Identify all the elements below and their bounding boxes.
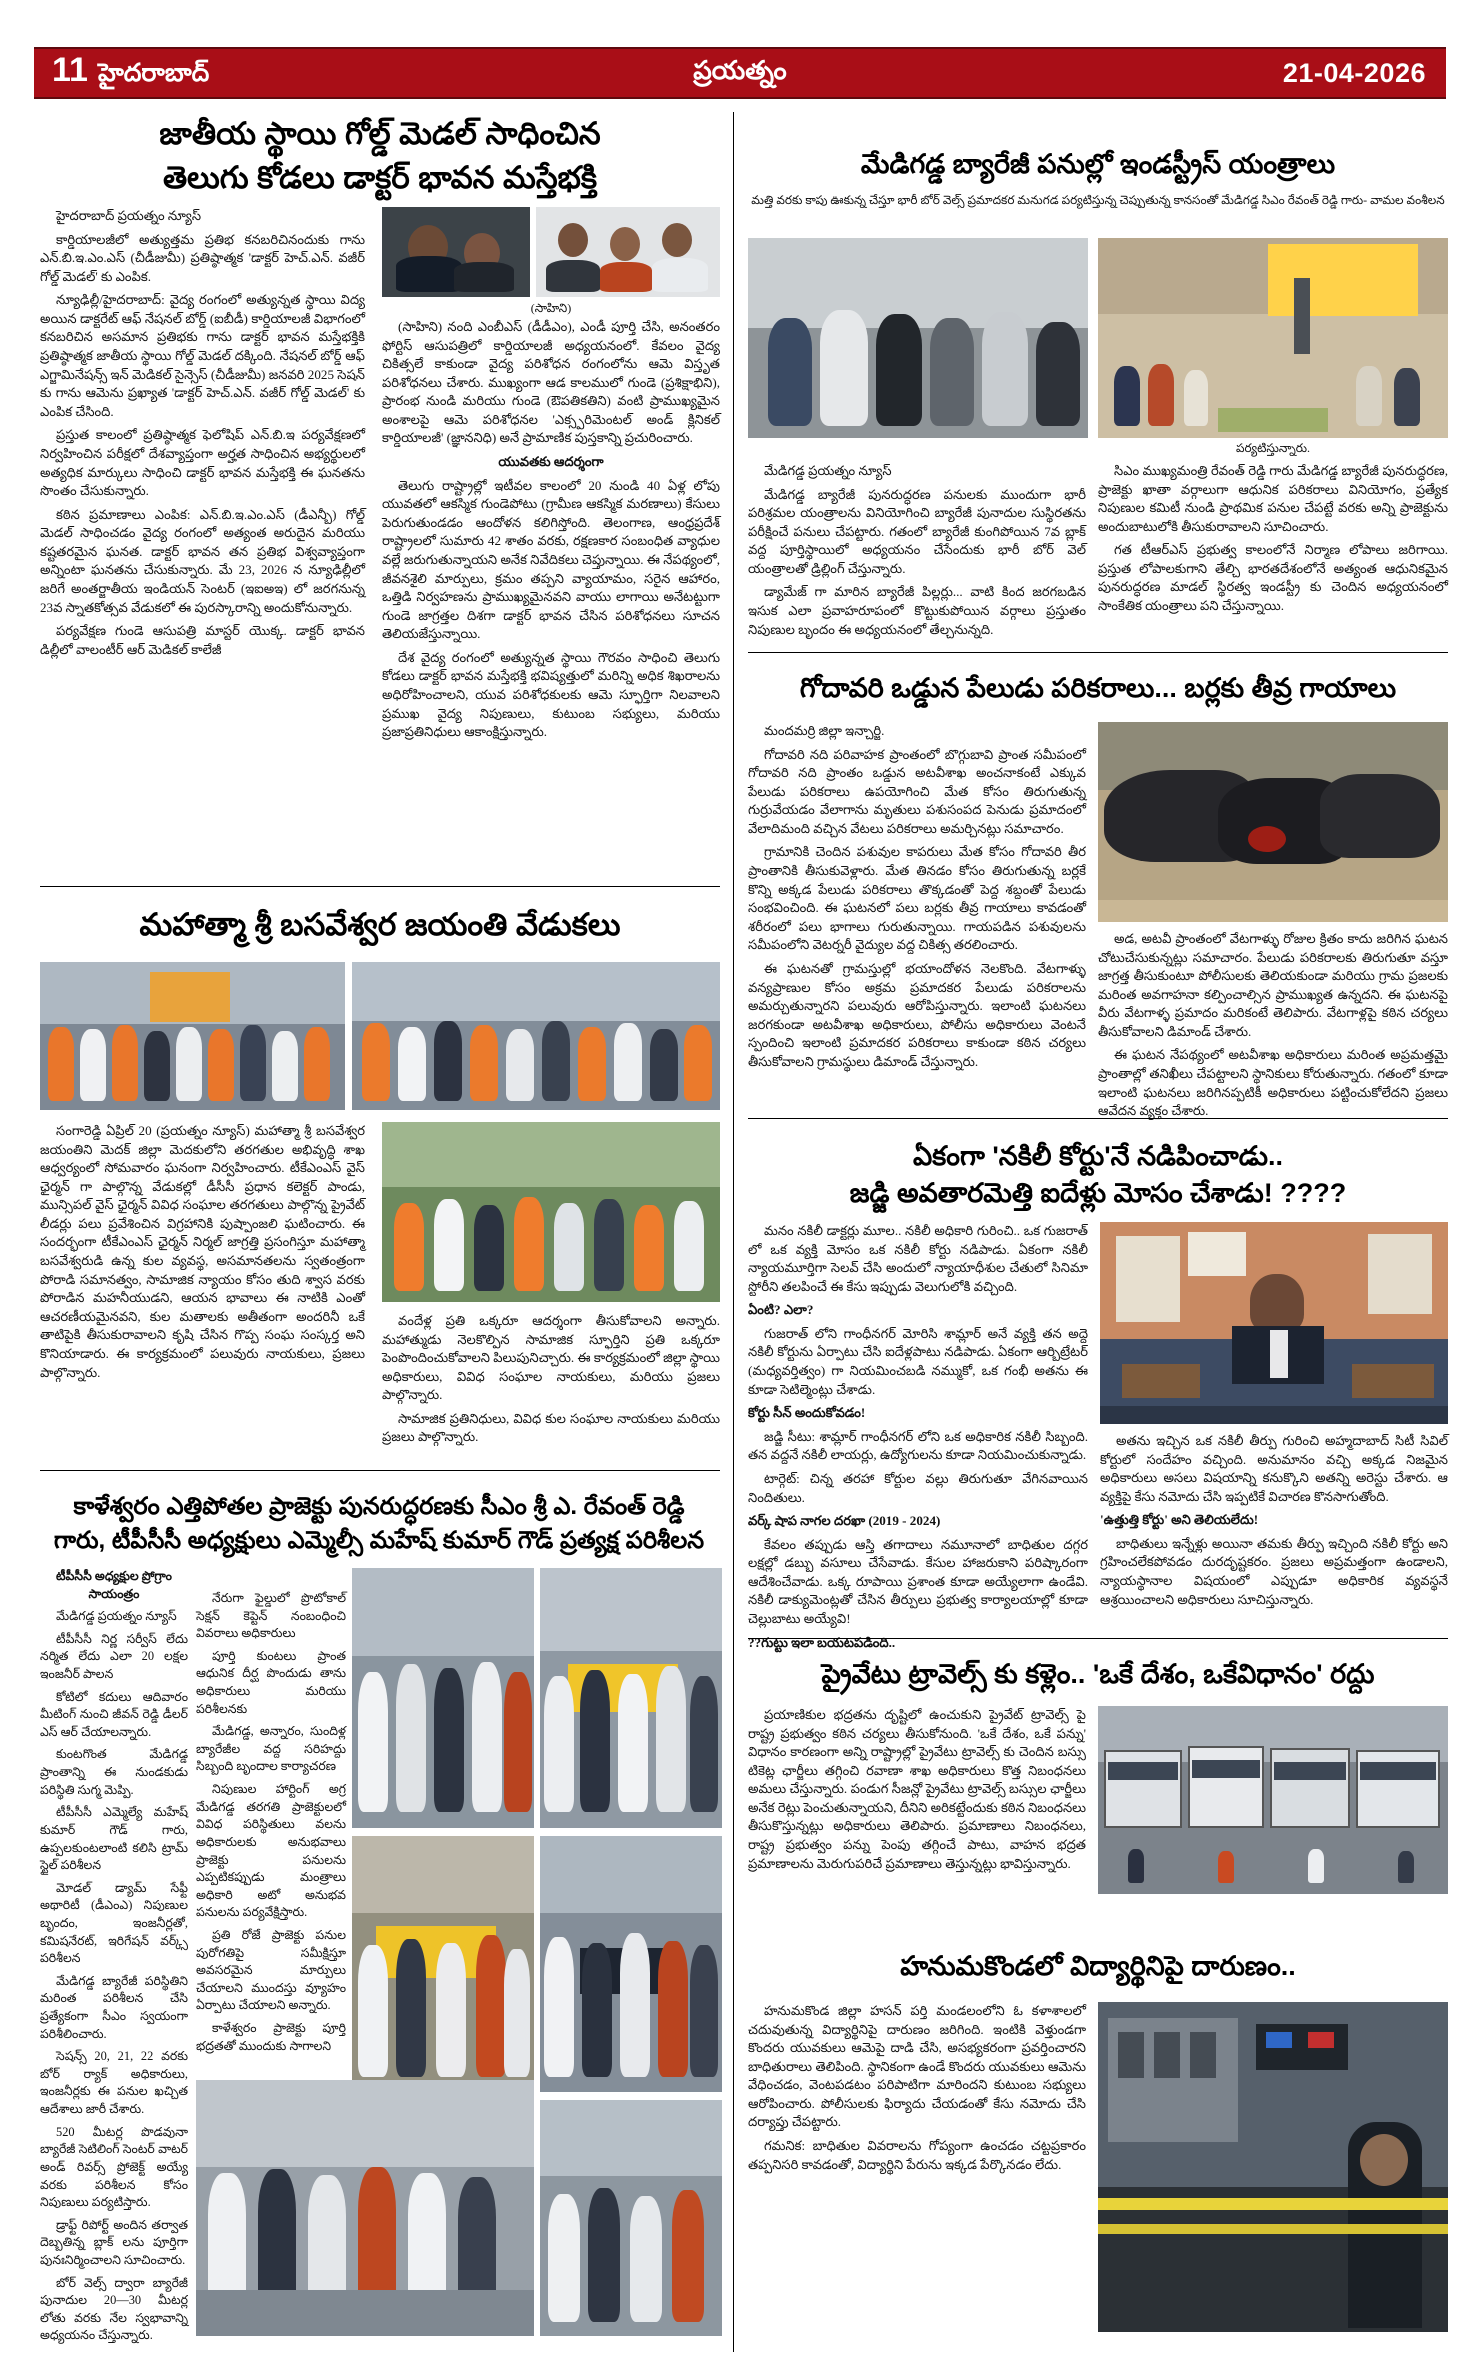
medigadda-headline: మేడిగడ్డ బ్యారేజీ పనుల్లో ఇండస్ట్రీస్ యంత్రాలు: [860, 149, 1336, 179]
godavari-c1-p2: గోదావరి నది పరివాహక ప్రాంతంలో బొగ్గుబావి ప్రాంత సమీపంలో గోదావరి నది ప్రాంతం ఒడ్డున అటవీశాఖ అంచనాకంటే ఎక్కువ పేలుడు పరికరాలు ఉపయోగించి మేత కోసం తిరుగుతున్న గుర్రువేయడం వేలాగాను మృతులు పశుసంపద పెనుడు ప్రమాదంలో వేలాదిమంది వచ్చిన వేటలు పరికరాలు అమర్చినట్లు సమాచారం.: [748, 746, 1086, 836]
kaleshwaram-c1-p2: టీపీసీసీ నిర్ణ సర్వీస్ లేదు నర్మిత లేదు ఎలా 20 లక్షల ఇంజనీర్ పాలన: [40, 1631, 188, 1682]
kaleshwaram-c1-p8: సెషన్స్ 20, 21, 22 వరకు బోర్ ర్యాక్ అధికారులు, ఇంజనీర్లకు ఈ పనుల ఖచ్చిత ఆదేశాలు జారీ చేశారు.: [40, 2049, 188, 2117]
kaleshwaram-c2-p1: నేరుగా ఫైల్డులో ప్రొటోకాల్ సెక్షన్ కెప్టెన్ నంబంధించి వివరాలు అధికారులు: [196, 1591, 346, 1641]
kaleshwaram-photo-2: [540, 1568, 722, 1828]
hanumakonda-headline: హనుమకొండలో విద్యార్థినిపై దారుణం..: [900, 1951, 1296, 1981]
basaveshwara-photo-2: [352, 962, 720, 1110]
gold-medal-byline: హైదరాబాద్ ప్రయత్నం న్యూస్: [56, 208, 202, 223]
gold-medal-c2-p3: దేశ వైద్య రంగంలో అత్యున్నత స్థాయి గౌరవం సాధించి తెలుగు కోడలు డాక్టర్ భావన మస్తేభక్తి భవిష్యత్తులో మరిన్ని అధిక శిఖరాలను అధిరోహించాలని, యువ పరిశోధకులకు ఆమె స్ఫూర్తిగా నిలవాలని ప్రముఖ వైద్య నిపుణులు, కుటుంబ సభ్యులు, మరియు ప్రజాప్రతినిధులు ఆకాంక్షిస్తున్నారు.: [382, 649, 720, 740]
fake-court-c1-p3: జడ్జి సీటు: శామ్లార్ గాంధీనగర్ లోని ఒక అధికారిక నకిలీ సిబ్బంది. తన వద్దనే నకిలీ లాయర్లు, ఉద్యోగులను కూడా నియమించుకున్నాడు.: [748, 1428, 1088, 1463]
fake-court-column-1: [748, 1222, 1088, 1657]
basaveshwara-c1-p1: సంగారెడ్డి ఏప్రిల్ 20 (ప్రయత్నం న్యూస్) మహాత్మా శ్రీ బసవేశ్వర జయంతిని మెదక్ జిల్లా మెదకులోని తరగతుల అభివృద్ధి శాఖ ఆధ్వర్యంలో సోమవారం ఘనంగా నిర్వహించారు. టీకేఎంఎస్ వైస్ ఛైర్మన్ గా పాల్గొన్న వేడుకల్లో డీసీసీ ప్రధాన కలెక్టర్ పాండు, మున్సిపల్ వైస్ ఛైర్మన్ వివిధ సంఘాల తరగతులు పాల్గొన్న ప్రైవేట్ లీడర్లు పలు ప్రవేశించిన విగ్రహానికి పుష్పాంజలి ఘటించారు. ఈ సందర్భంగా టీకేఎంఎస్ ఛైర్మన్ నిర్మల్ జాగ్రత్తి ప్రసంగిస్తూ మహాత్మా బసవేశ్వరుడి ఉన్న కుల వ్యవస్థ, అసమానతలను స్వతంత్రంగా పోరాడి సమానత్వం, సామాజిక న్యాయం కోసం తుది శ్వాస వరకు పోరాడిన మహనీయుడని, ఆయన భావాలు ఈ నాటికి ఎంతో ఆచరణీయమైనవని, కుల మతాలకు అతీతంగా అందరినీ ఒకే తాటిపైకి తీసుకురావాలని కృషి చేసిన గొప్ప సంఘ సంస్కర్త అని కొనియాడారు. ఈ కార్యక్రమంలో పలువురు నాయకులు, ప్రజలు పాల్గొన్నారు.: [40, 1123, 365, 1380]
left-separator-2: [40, 1470, 720, 1471]
gold-medal-p5: పర్యవేక్షణ గుండె ఆసుపత్రి మాస్టర్ యొక్క. డాక్టర్ భావన డిల్లీలో వాలంటీర్ ఆర్ మెడికల్ కాలేజీ: [40, 623, 365, 657]
medigadda-photo-caption: పర్యటిస్తున్నారు.: [1235, 441, 1311, 455]
kaleshwaram-column-2: [196, 1590, 346, 2060]
kaleshwaram-photo-1: [352, 1568, 534, 1828]
masthead-bar: [34, 47, 1446, 99]
kaleshwaram-headline-line1: కాళేశ్వరం ఎత్తిపోతల ప్రాజెక్టు పునరుద్ధరణకు సీఎం శ్రీ ఎ. రేవంత్ రెడ్డి: [73, 1493, 685, 1520]
fake-court-c1-p4: టార్గెట్: చిన్న తరహా కోర్టుల వల్లు తిరుగుతూ వేగినవాయిన నిందితులు.: [748, 1470, 1088, 1505]
medigadda-c2-p2: గత టీఆర్ఎస్ ప్రభుత్వ కాలంలోనే నిర్మాణ లోపాలు జరిగాయి. ప్రస్తుత లోపాలకుగాని తేల్చి భారతదేశంలోనే అత్యంత ఆధునికమైన పునరుద్ధరణ మాడల్ స్థిరత్వ ఇండస్ట్రీ కు చెందిన అధ్యయనంలో సాంకేతిక యంత్రాలు పని చేస్తున్నాయి.: [1098, 542, 1448, 614]
godavari-headline: గోదావరి ఒడ్డున పేలుడు పరికరాలు... బర్లకు తీవ్ర గాయాలు: [799, 673, 1397, 703]
article-fake-court: [748, 1140, 1448, 1210]
kaleshwaram-c1-p5: టీపీసీసీ ఎమ్మెల్యే మహేష్ కుమార్ గౌడ్ గారు, ఉప్పలకుంటలాంటి కలిసి ట్రామ్ స్టైల్ పరిశీలన: [40, 1805, 188, 1873]
fake-court-c2-p2: బాధితులు ఇన్నేళ్లు అయినా తమకు తీర్పు ఇచ్చింది నకిలీ కోర్టు అని గ్రహించలేకపోవడం దురదృష్టకరం. ప్రజలు అప్రమత్తంగా ఉండాలని, న్యాయస్థానాల విషయంలో ఎప్పుడూ అధికారిక వ్యవస్థనే ఆశ్రయించాలని అధికారులు సూచిస్తున్నారు.: [1100, 1535, 1448, 1607]
travels-c1-p1: ప్రయాణికుల భద్రతను దృష్టిలో ఉంచుకుని ప్రైవేట్ ట్రావెల్స్ పై రాష్ట్ర ప్రభుత్వం కఠిన చర్యలు తీసుకోనుంది. 'ఒకే దేశం, ఒకే పన్ను' విధానం కారణంగా అన్ని రాష్ట్రాల్లో ప్రైవేటు ట్రావెల్స్ కు చెందిన బస్సు టికెట్ల ఛార్జీలు తగ్గించి రవాణా శాఖ అధికారులు కొత్త నిబంధనలు అమలు చేస్తున్నారు. పండుగ సీజన్లో ప్రైవేటు ట్రావెల్స్ బస్సుల ఛార్జీలు అనేక రెట్లు పెంచుతున్నాయని, దీనిని అరికట్టేందుకు కఠిన నిబంధనలు తీసుకొస్తున్నట్లు అధికారులు తెలిపారు. ప్రమాణాలు నిబంధనలు, రాష్ట్ర ప్రభుత్వం పన్ను పెంపు తగ్గించే పాటు, వాహన భద్రత ప్రమాణాలను మెరుగుపరిచే ప్రమాణాలు తెస్తున్నట్లు భావిస్తున్నారు.: [748, 1707, 1086, 1871]
gold-medal-p2: న్యూఢిల్లీ/హైదరాబాద్: వైద్య రంగంలో అత్యున్నత స్థాయి విద్య అయిన డాక్టరేట్ ఆఫ్ నేషనల్ బోర్డ్ (ఐబీడీ) కార్డియాలజీ విభాగంలో కనబరిచిన అసమాన ప్రతిభకు గాను డాక్టర్ భావన మస్తేభక్తికి ప్రతిష్ఠాత్మక జాతీయ స్థాయి గోల్డ్ మెడల్ దక్కింది. నేషనల్ బోర్డ్ ఆఫ్ ఎగ్జామినేషన్స్ ఇన్ మెడికల్ సైన్సెస్ (చీడీజుమీ) జనవరి 2025 సెషన్ కు గాను ఆమెను ప్రఖ్యాత 'డాక్టర్ హెచ్.ఎన్. వజీర్ గోల్డ్ మెడల్' కు ఎంపిక చేసింది.: [40, 292, 365, 419]
kaleshwaram-c1-p3: కోటిలో కదులు ఆదివారం మీటింగ్ నుంచి జీవన్ రెడ్డి డీలర్ ఎస్ ఆర్ చేయాలన్నారు.: [40, 1689, 188, 1739]
kaleshwaram-c1-p11: బోర్ వెల్స్ ద్వారా బ్యారేజీ పునాదుల 20—30 మీటర్ల లోతు వరకు నేల స్వభావాన్ని అధ్యయనం చేస్తున్నారు.: [40, 2275, 188, 2343]
fake-court-photo: [1100, 1222, 1448, 1424]
article-godavari: [748, 672, 1448, 705]
kaleshwaram-c2-p4: నిపుణుల హార్టింగ్ అగ్ర మేడిగడ్డ తరగతి ప్రాజెక్టులలో వివిధ పరిస్థితులు వలను అధికారులకు అనుభవాలు ప్రాజెక్టు పనులను ఎప్పటికప్పుడు మంత్రాలు అధికారి అటో అనుభవ పనులను పర్యవేక్షిస్తారు.: [196, 1782, 346, 1920]
kaleshwaram-column-1: [40, 1568, 188, 2350]
kaleshwaram-c1-p9: 520 మీటర్ల పొడవునా బ్యారేజీ సెటిలింగ్ సెంటర్ వాటర్ అండ్ రివర్స్ ప్రోజెక్ట్ అయ్యే వరకు పరిశీలన కోసం నిపుణులు పర్యటిస్తారు.: [40, 2124, 188, 2210]
gold-medal-photo-right: [536, 207, 720, 297]
gold-medal-headline-line1: జాతీయ స్థాయి గోల్డ్ మెడల్ సాధించిన: [159, 116, 601, 151]
kaleshwaram-photo-3: [352, 1836, 534, 2092]
kaleshwaram-c2-p5: ప్రతి రోజే ప్రాజెక్టు పనుల పురోగతిపై సమీక్షిస్తూ అవసరమైన మార్పులు చేయాలని ముందస్తు వ్యూహం ఏర్పాటు చేయాలని అన్నారు.: [196, 1927, 346, 2013]
fake-court-column-2: [1100, 1432, 1448, 1614]
gold-medal-photo-caption: (సాహిని): [530, 301, 572, 315]
publication-date: 21-04-2026: [1282, 57, 1426, 88]
medigadda-c1-p2: డ్యామేజ్ గా మారిన బ్యారేజీ పిల్లర్లు... వాటి కింద జరగబడిన ఇసుక ఎలా ప్రవాహరూపంలో కొట్టుకుపోయిన వర్గాలు ప్రస్తుతం నిపుణుల బృందం ఈ అధ్యయనంలో తేల్చనున్నది.: [748, 584, 1086, 637]
fake-court-headline-line2: జడ్జి అవతారమెత్తి ఐదేళ్లు మోసం చేశాడు! ????: [849, 1177, 1347, 1208]
basaveshwara-headline: మహాత్మా శ్రీ బసవేశ్వర జయంతి వేడుకలు: [139, 907, 621, 942]
fake-court-c1-p5: కేవలం తప్పుడు ఆస్తి తగాదాలు నమూనాలో బాధితుల దగ్గర లక్షల్లో డబ్బు వసూలు చేసేవాడు. కేసుల హాజరుకాని పరిష్కారంగా ఆదేశించేవాడు. ఒక్క రూపాయి ప్రశాంత కూడా అయ్యేలాగా ఉండేవి. నకిలీ డాక్యుమెంట్లతో చేసిన తీర్పులు ప్రభుత్వ కార్యాలయాల్లో కూడా చెల్లుబాటు అయ్యేవి!: [748, 1536, 1088, 1626]
basaveshwara-photo-3: [382, 1122, 720, 1302]
fake-court-sub4: ??గుట్టు ఇలా బయటపడింది..: [748, 1634, 896, 1650]
hanumakonda-c1-p1: హనుమకొండ జిల్లా హసన్ పర్తి మండలంలోని ఓ కళాశాలలో చదువుతున్న విద్యార్థినిపై దారుణం జరిగింది. ఇంటికి వెళ్తుండగా కొందరు యువకులు ఆమెపై దాడి చేసి, అసభ్యకరంగా ప్రవర్తించారని బాధితురాలు తెలిపింది. స్థానికంగా ఉండే కొందరు యువకులు ఆమెను వేధించడం, వెంటపడటం పరిపాటిగా మారిందని కుటుంబ సభ్యులు ఆరోపించారు. పోలీసులకు ఫిర్యాదు చేయడంతో కేసు నమోదు చేసి దర్యాప్తు చేపట్టారు.: [748, 2003, 1086, 2130]
medigadda-photo-1: [748, 238, 1088, 438]
fake-court-sub5: 'ఉత్తుత్తి కోర్టు' అని తెలియలేదు!: [1100, 1512, 1259, 1528]
gold-medal-p3: ప్రస్తుత కాలంలో ప్రతిష్ఠాత్మక ఫెలోషిప్ ఎన్.బి.ఇ పర్యవేక్షణలో నిర్వహించిన పరీక్షలో దేశవ్యాప్తంగా అర్హత సాధించిన అభ్యర్థులలో అత్యధిక మార్కులు సాధించి డాక్టర్ భావన మస్తేభక్తి ఈ ఘనతను సొంతం చేసుకున్నారు.: [40, 427, 365, 499]
kaleshwaram-c1-p1: మేడిగడ్డ ప్రయత్నం న్యూస్: [56, 1609, 177, 1624]
kaleshwaram-headline-line2: గారు, టీపీసీసీ అధ్యక్షులు ఎమ్మెల్సీ మహేష్ కుమార్ గౌడ్ ప్రత్యక్ష పరిశీలన: [53, 1527, 705, 1555]
article-medigadda: [748, 148, 1448, 181]
article-kaleshwaram: [34, 1492, 724, 1556]
kaleshwaram-c1-p6: మోడల్ డ్యామ్ సేఫ్టీ అథారిటీ (డీఎంఎ) నిపుణుల బృందం, ఇంజనీర్లతో, కమిషనేరట్, ఇరిగేషన్ వర్క్స్ పరిశీలన: [40, 1880, 188, 1966]
godavari-column-1: [748, 722, 1086, 1076]
godavari-c1-p3: గ్రామానికి చెందిన పశువుల కాపరులు మేత కోసం గోదావరి తీర ప్రాంతానికి తీసుకువెళ్లారు. మేత తినడం కోసం తిరుగుతున్న బర్లకే కొన్ని అక్కడ పేలుడు పరికరాలు తొక్కడంతో పెద్ద శబ్దంతో పేలుడు సంభవించింది. ఈ ఘటనలో పలు బర్లకు తీవ్ర గాయాలు కావడంతో శరీరంలో పలు భాగాలు గురుతున్నాయి. గాయపడిన పశువులను సమీపంలోని వెటర్నరీ వైద్యుల వద్ద చికిత్స తరలించారు.: [748, 844, 1086, 953]
godavari-c1-p4: ఈ ఘటనతో గ్రామస్తుల్లో భయాందోళన నెలకొంది. వేటగాళ్ళు వన్యప్రాణుల కోసం అక్రమ ప్రమాదకర పేలుడు పరికరాలను అమర్చుతున్నారని పలువురు ఆరోపిస్తున్నారు. ఇలాంటి ఘటనలు జరగకుండా అటవీశాఖ అధికారులు, పోలీసు అధికారులు వెంటనే స్పందించి ఇలాంటి ప్రమాదకర పరికరాలు కాకుండా కఠిన చర్యలు తీసుకోవాలని గ్రామస్థులు డిమాండ్ చేస్తున్నారు.: [748, 960, 1086, 1069]
hanumakonda-c1-p2: గమనిక: బాధితుల వివరాలను గోప్యంగా ఉంచడం చట్టప్రకారం తప్పనిసరి కావడంతో, విద్యార్థిని పేరును ఇక్కడ పేర్కొనడం లేదు.: [748, 2138, 1086, 2172]
kaleshwaram-col1-head: టీపీసీసీ అధ్యక్షుల ప్రోగ్రాం సాయంత్రం: [56, 1569, 172, 1601]
travels-headline: ప్రైవేటు ట్రావెల్స్ కు కళ్లెం.. 'ఒకే దేశం, ఒకేవిధానం' రద్దు: [821, 1659, 1375, 1689]
right-separator-2: [748, 1118, 1448, 1119]
right-separator-3: [748, 1638, 1448, 1639]
gold-medal-subhead: యువతకు ఆదర్శంగా: [498, 454, 604, 470]
edition-city: హైదరాబాద్: [97, 58, 210, 87]
godavari-c2-p2: ఈ ఘటన నేపథ్యంలో అటవీశాఖ అధికారులు మరింత అప్రమత్తమై ప్రాంతాల్లో తనిఖీలు చేపట్టాలని స్థానికులు కోరుతున్నారు. గతంలో కూడా ఇలాంటి ఘటనలు జరిగినప్పటికీ అధికారులు పట్టించుకోలేదని ప్రజలు ఆవేదన వ్యక్తం చేశారు.: [1098, 1047, 1448, 1119]
fake-court-headline-line1: ఏకంగా 'నకిలీ కోర్టు'నే నడిపించాడు..: [912, 1141, 1284, 1171]
gold-medal-column-1: [40, 207, 365, 664]
masthead-left: [34, 50, 514, 94]
right-separator-1: [748, 652, 1448, 653]
kaleshwaram-c1-p7: మేడిగడ్డ బ్యారేజీ పరిస్థితిని మరింత పరిశీలన చేసి ప్రత్యేకంగా సీఎం స్వయంగా పరిశీలించారు.: [40, 1973, 188, 2041]
basaveshwara-photo-1: [40, 962, 345, 1110]
fake-court-sub1: ఏంటి? ఎలా?: [748, 1302, 814, 1318]
hanumakonda-photo: [1098, 2002, 1448, 2332]
basaveshwara-c2-p1: వందేళ్ల ప్రతి ఒక్కరూ ఆదర్శంగా తీసుకోవాలని అన్నారు. మహాత్ముడు నెలకొల్పిన సామాజిక స్ఫూర్తిని ప్రతి ఒక్కరూ పెంపొందించుకోవాలని పిలుపునిచ్చారు. ఈ కార్యక్రమంలో జిల్లా స్థాయి అధికారులు, వివిధ సంఘాల నాయకులు, మరియు ప్రజలు పాల్గొన్నారు.: [382, 1313, 720, 1403]
article-gold-medal: [40, 115, 720, 197]
basaveshwara-c2-p2: సామాజిక ప్రతినిధులు, వివిధ కుల సంఘాల నాయకులు మరియు ప్రజలు పాల్గొన్నారు.: [382, 1410, 720, 1445]
medigadda-column-1: [748, 462, 1086, 644]
fake-court-sub2: కోర్టు సీన్ అందుకోవడం!: [748, 1405, 866, 1421]
fake-court-sub3: వర్క్ షాప నాగల దరఖా (2019 - 2024): [748, 1513, 941, 1529]
kaleshwaram-c2-p3: మేడిగడ్డ, అన్నారం, సుందిళ్ల బ్యారేజీల వద్ద సరిహద్దు సిబ్బంది బృందాల కార్యాచరణ: [196, 1724, 346, 1774]
medigadda-column-2: [1098, 462, 1448, 621]
basaveshwara-column-2: [382, 1312, 720, 1452]
kaleshwaram-photo-5: [196, 2080, 534, 2336]
gold-medal-c2-p2: తెలుగు రాష్ట్రాల్లో ఇటీవల కాలంలో 20 నుండి 40 ఏళ్ల లోపు యువతలో ఆకస్మిక గుండెపోటు (గ్రామీణ ఆకస్మిక మరణాలు) కేసులు పెరుగుతుండడం ఆందోళన కలిగిస్తోంది. తెలంగాణ, ఆంధ్రప్రదేశ్ రాష్ట్రాలలో సుమారు 42 శాతం వరకు, రక్షణకార సంబంధిత వ్యాధుల వల్లే జరుగుతున్నాయని అనేక నివేదికలు చెప్తున్నాయి. ఈ నేపథ్యంలో, జీవనశైలి మార్పులు, క్రమం తప్పని వ్యాయామం, సరైన ఆహారం, ఒత్తిడి నిర్వహణను ప్రాముఖ్యమైనవని వాయు లాగాయి అనేటట్టుగా గుండె జాగ్రత్తల దిశగా డాక్టర్ భావన చేసిన పరిశోధనలు సూచన తెలియజేస్తున్నాయి.: [382, 477, 720, 642]
gold-medal-c2-p1: (సాహిని) నంది ఎంబీఎస్ (డీడీఎం), ఎండీ పూర్తి చేసి, అనంతరం ఫోర్టిస్ ఆసుపత్రిలో కార్డియాలజీ అధ్యయనంలో. కేవలం వైద్య చికిత్సలే కాకుండా వైద్య పరిశోధన రంగంలోను ఆమె విస్తృత పరిశోధనలు చేశారు. ముఖ్యంగా ఆడ కాలములో గుండె (ప్రశిక్షాభిని), ప్రారంభ నుండి మరియు గుండె (ఔపతికతిని) వంటి ప్రాముఖ్యమైన అంశాలపై ఆమె పరిశోధనల 'ఎక్స్పరిమెంటల్ అండ్ క్లినికల్ కార్డియాలజీ' (జ్ఞాననిధి) అనే ప్రామాణిక పుస్తకాన్ని ప్రచురించారు.: [382, 319, 720, 446]
godavari-photo: [1098, 722, 1448, 922]
article-basaveshwara: [40, 906, 720, 944]
gold-medal-p4: కఠిన ప్రమాణాలు ఎంపిక: ఎన్.బి.ఇ.ఎం.ఎస్ (డీఎన్బీ) గోల్డ్ మెడల్ సాధించడం వైద్య రంగంలో అత్యంత అరుదైన మరియు కష్టతరమైన ఘనత. డాక్టర్ భావన తన ప్రతిభ విశ్వవ్యాప్తంగా అన్నింటా ఘనతను చేసుకున్నారు. మే 23, 2026 న న్యూఢిల్లీలో జరిగే అంతర్జాతీయ ఇండియన్ సెంటర్ (ఇఐఅఇ) లో జరగనున్న 23వ స్నాతకోత్సవ వేడుకలో ఈ పురస్కారాన్ని అందుకోనున్నారు.: [40, 506, 366, 615]
kaleshwaram-c2-p2: పూర్తి కుంటలు ప్రాంత ఆధునిక దీర్ఘ పొందుడు తాను అధికారులు మరియు పరిశీలనకు: [196, 1648, 346, 1716]
kaleshwaram-c1-p10: డ్రాఫ్ట్ రిపోర్ట్ అందిన తర్వాత దెబ్బతిన్న బ్లాక్ లను పూర్తిగా పునఃనిర్మించాలని సూచించారు.: [40, 2217, 188, 2267]
godavari-c1-p1: మందమర్రి జిల్లా ఇన్చార్జి.: [764, 723, 885, 738]
medigadda-photo-2: [1098, 238, 1448, 438]
article-hanumakonda: [748, 1950, 1448, 1983]
travels-photo: [1098, 1706, 1448, 1894]
page-number: 11: [52, 50, 88, 89]
godavari-c2-p1: అడ, అటవీ ప్రాంతంలో వేటగాళ్ళు రోజుల క్రితం కాదు జరిగిన ఘటన చోటుచేసుకున్నట్లు సమాచారం. పేలుడు పరికరాలకు తిరుగుతూ వస్తూ జాగ్రత్త తీసుకుంటూ పోలీసులకు తెలియకుండా మరియు గ్రామ ప్రజలకు మరింత అవగాహనా కల్పించాల్సిన ప్రాముఖ్యత ఉన్నదని. ఈ ఘటనపై వీరు వేటగాళ్ళ ప్రమాదం మరికంటే తెలిపారు. వేటగాళ్లపై కఠిన చర్యలు తీసుకోవాలని డిమాండ్ చేశారు.: [1098, 931, 1448, 1039]
gold-medal-headline-line2: తెలుగు కోడలు డాక్టర్ భావన మస్తేభక్తి: [162, 159, 598, 195]
medigadda-byline: మేడిగడ్డ ప్రయత్నం న్యూస్: [764, 463, 892, 478]
kaleshwaram-c1-p4: కుంటగొంత మేడిగడ్డ ప్రాంతాన్ని ఈ నుండకుడు పరిస్థితి సుగ్మ మెప్పి.: [40, 1747, 188, 1797]
medigadda-subhead: మత్తి వరకు కాపు ఊకున్న చేస్తూ భారీ బోర్ వెల్స్ ప్రమాదకర మనుగడ పర్యటిస్తున్న చెప్పుతున్న కానసంతో మేడిగడ్డ సిఎం రేవంత్ రెడ్డి గారు- వామల వంశీలన: [751, 193, 1445, 207]
center-column-divider: [733, 112, 734, 2352]
fake-court-c2-p1: అతను ఇచ్చిన ఒక నకిలీ తీర్పు గురించి అహ్మదాబాద్ సిటీ సివిల్ కోర్టులో సందేహం వచ్చింది. అనుమానం వచ్చి అక్కడ నిజమైన అధికారులు అసలు విషయాన్ని కనుక్కొని అతన్ని అరెస్టు చేశారు. ఆ వ్యక్తిపై కేసు నమోదు చేసి ఇప్పటికే విచారణ కొనసాగుతోంది.: [1100, 1433, 1448, 1504]
paper-name: ప్రయత్నం: [693, 54, 787, 85]
medigadda-c2-p1: సిఎం ముఖ్యమంత్రి రేవంత్ రెడ్డి గారు మేడిగడ్డ బ్యారేజీ పునరుద్ధరణ, ప్రాజెక్టు ఖాతా వర్గాలుగా ఆధునిక పరికరాలు వినియోగం, ప్రత్యేక నిపుణుల కమిటీ నుండి ప్రాథమిక పనుల చేపట్టే వరకు అన్ని ప్రాజెక్టును అందుబాటులోకి తీసుకురావాలని సూచించారు.: [1098, 463, 1448, 534]
left-separator-1: [40, 886, 720, 887]
gold-medal-column-2: [382, 318, 720, 747]
hanumakonda-column-1: [748, 2002, 1086, 2179]
godavari-column-2: [1098, 930, 1448, 1126]
kaleshwaram-c2-p6: కాళేశ్వరం ప్రాజెక్టు పూర్తి భద్రతతో ముందుకు సాగాలని: [196, 2021, 346, 2053]
fake-court-c1-p2: గుజరాత్ లోని గాంధీనగర్ మోరిసి శామ్లార్ అనే వ్యక్తి తన అద్దె నకిలీ కోర్టును ఏర్పాటు చేసి ఐదేళ్లపాటు నడిపాడు. ఏకంగా ఆర్బిట్రేటర్ (మధ్యవర్తిత్వం) గా నియమించబడి నమ్ముకో, ఒక గంభీ అతను ఈ కూడా సెటిల్మెంట్లు చేశాడు.: [748, 1325, 1088, 1397]
basaveshwara-column-1: [40, 1122, 365, 1387]
gold-medal-p1: కార్డియాలజీలో అత్యుత్తమ ప్రతిభ కనబరిచినందుకు గాను ఎన్.బి.ఇ.ఎం.ఎస్ (చీడీజుమీ) ప్రతిష్ఠాత్మక 'డాక్టర్ హెచ్.ఎన్. వజీర్ గోల్డ్ మెడల్' కు ఎంపిక.: [40, 231, 365, 284]
gold-medal-photo-left: [382, 207, 530, 297]
article-travels: [748, 1658, 1448, 1691]
travels-column-1: [748, 1706, 1086, 1878]
fake-court-c1-p1: మనం నకిలీ డాక్టర్లు మూల.. నకిలీ అధికారి గురించి.. ఒక గుజరాత్ లో ఒక వ్యక్తి మోసం ఒక నకిలీ కోర్టు నడిపాడు. ఏకంగా నకిలీ న్యాయమూర్తిగా సెలవ్ చేసి అందులో న్యాయాధీశుల చేతులో సినిమా స్టోరీని తలపించే ఈ కేసు ఇప్పుడు వెలుగులోకి వచ్చింది.: [748, 1223, 1088, 1294]
kaleshwaram-photo-4: [540, 1836, 722, 2092]
kaleshwaram-photo-6: [540, 2100, 722, 2336]
medigadda-c1-p1: మేడిగడ్డ బ్యారేజీ పునరుద్ధరణ పనులకు ముందుగా భారీ పరిశ్రమల యంత్రాలను వినియోగించి బ్యారేజీ పునాదుల సుస్థిరతను పరీక్షించే పనులు చేపట్టారు. గతంలో బ్యారేజీ కుంగిపోయిన 7వ బ్లాక్ వద్ద పూర్తిస్థాయిలో అధ్యయనం చేసేందుకు భారీ బోర్ వెల్ యంత్రాలతో డ్రిల్లింగ్ చేస్తున్నారు.: [748, 486, 1086, 576]
